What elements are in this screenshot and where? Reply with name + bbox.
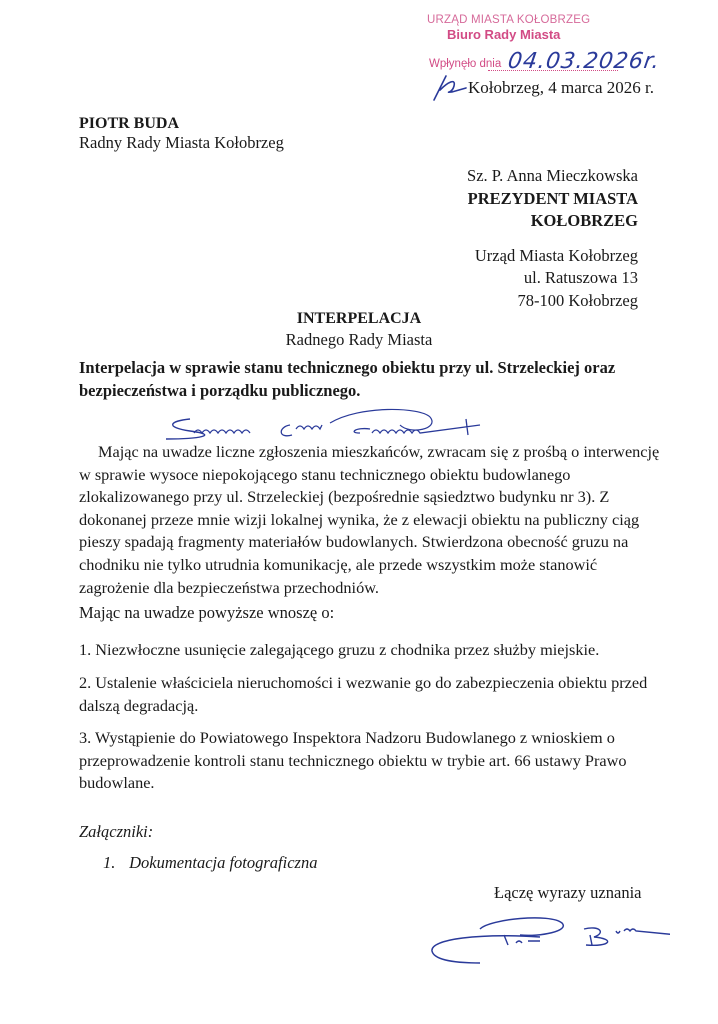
stamp-department: Biuro Rady Miasta [447,27,561,42]
request-item: 1. Niezwłoczne usunięcie zalegającego gruzu z chodnika przez służby miejskie. [79,640,600,659]
author-role: Radny Rady Miasta Kołobrzeg [79,133,284,152]
recipient-address-2: ul. Ratuszowa 13 [523,268,638,287]
document-subject: Interpelacja w sprawie stanu technicznego obiektu przy ul. Strzeleckiej oraz bezpieczeństwa i porządku publicznego. [79,358,616,400]
requests-intro: Mając na uwadze powyższe wnoszę o: [79,603,335,622]
recipient-address-3: 78-100 Kołobrzeg [517,290,638,310]
recipient-title-2: KOŁOBRZEG [530,211,638,230]
handwritten-greeting-icon [160,405,520,445]
stamp-received-date: 04.03.2026r. [506,49,662,74]
request-item: 3. Wystąpienie do Powiatowego Inspektora Nadzoru Budowlanego z wnioskiem o przeprowadzenie kontroli stanu technicznego obiektu w trybie art. 66 ustawy Prawo budowlane. [79,728,627,793]
recipient-address-1: Urząd Miasta Kołobrzeg [474,245,638,265]
stamp-received-label: Wpłynęło dnia [429,58,502,70]
recipient-block [467,165,638,312]
closing-text: Łączę wyrazy uznania [494,883,642,902]
attachment-name: Dokumentacja fotograficzna [129,853,318,872]
document-subtitle: Radnego Rady Miasta [285,330,433,349]
attachments-label: Załączniki: [79,822,154,841]
author-signature-icon [420,905,670,965]
attachment-number: 1. [103,853,116,872]
stamp-office: URZĄD MIASTA KOŁOBRZEG [427,14,591,26]
author-name: PIOTR BUDA [79,115,180,132]
request-item: 2. Ustalenie właściciela nieruchomości i wezwanie go do zabezpieczenia obiektu przed dalszą degradacją. [79,673,648,715]
initials-signature-icon [430,70,470,104]
document-title: INTERPELACJA [296,310,422,327]
recipient-title-1: PREZYDENT MIASTA [467,188,638,208]
place-date: Kołobrzeg, 4 marca 2026 r. [468,78,654,97]
attachment-item [103,853,317,873]
recipient-name: Sz. P. Anna Mieczkowska [467,166,638,185]
body-paragraph: Mając na uwadze liczne zgłoszenia mieszkańców, zwracam się z prośbą o interwencję w sprawie wysoce niepokojącego stanu technicznego obiektu budowlanego zlokalizowanego przy ul. Strzeleckiej (bezpośrednie sąsiedztwo budynku nr 3). Z dokonanej przeze mnie wizji lokalnej wynika, że z elewacji obiektu na publiczny ciąg pieszy spadają fragmenty materiałów budowlanych. Stwierdzona obecność gruzu na chodniku nie tylko utrudnia komunikację, ale przede wszystkim może stanowić zagrożenie dla bezpieczeństwa przechodniów. [79,442,660,597]
